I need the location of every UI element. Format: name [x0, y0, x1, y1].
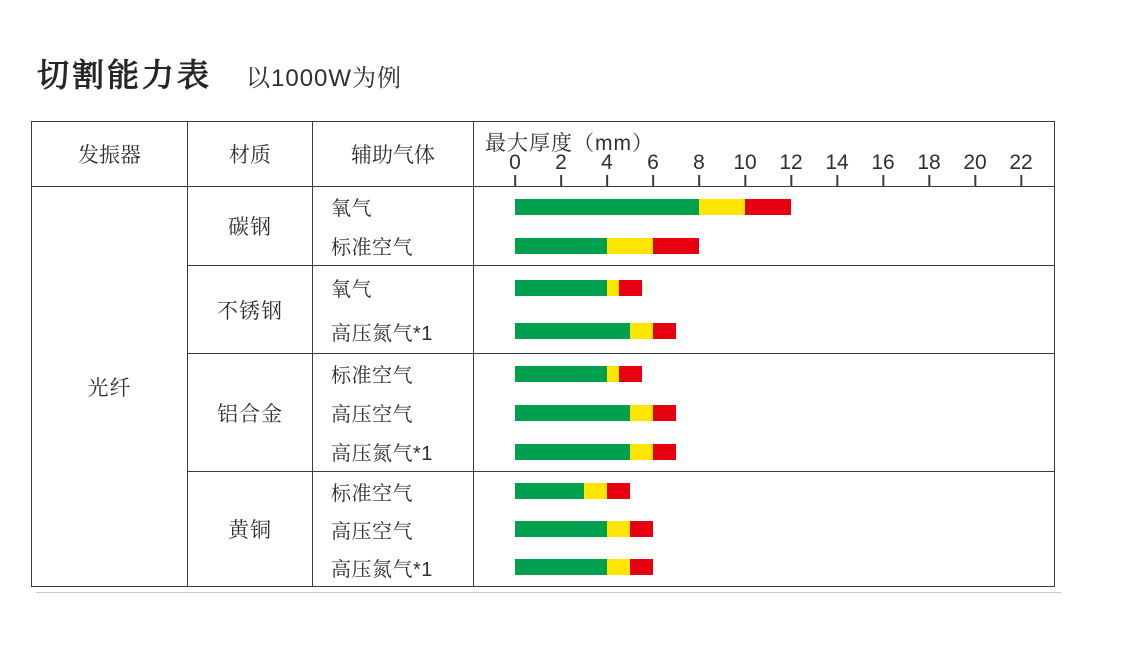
- table-row: [313, 266, 1054, 310]
- material-label: 不锈钢: [188, 266, 313, 353]
- material-group: [188, 187, 1054, 266]
- axis-tick: [733, 152, 756, 186]
- bar-segment-yellow: [630, 323, 653, 339]
- capacity-bar: [515, 559, 653, 575]
- bar-segment-green: [515, 366, 607, 382]
- gas-rows: [313, 187, 1054, 265]
- bar-track: [474, 354, 1054, 393]
- capacity-bar: [515, 280, 642, 296]
- bar-track: [474, 310, 1054, 354]
- bar-segment-yellow: [607, 521, 630, 537]
- bar-segment-yellow: [630, 405, 653, 421]
- axis-tick-mark: [652, 175, 654, 186]
- gas-label: 高压氮气*1: [313, 548, 474, 586]
- table-row: [313, 432, 1054, 471]
- bar-segment-red: [653, 405, 676, 421]
- bar-segment-red: [653, 444, 676, 460]
- axis-tick-mark: [744, 175, 746, 186]
- bar-segment-yellow: [630, 444, 653, 460]
- axis-tick-label: 22: [1009, 151, 1033, 174]
- bar-segment-red: [607, 483, 630, 499]
- header-gas: 辅助气体: [313, 122, 474, 186]
- page-title: 切割能力表: [37, 57, 213, 93]
- capacity-bar: [515, 199, 791, 215]
- bar-segment-yellow: [607, 366, 619, 382]
- bar-segment-red: [745, 199, 791, 215]
- axis-tick-mark: [1020, 175, 1022, 186]
- gas-label: 氧气: [313, 187, 474, 226]
- axis-tick: [871, 152, 894, 186]
- axis-tick-label: 16: [871, 151, 895, 174]
- axis-tick: [825, 152, 848, 186]
- bar-segment-green: [515, 444, 630, 460]
- axis-tick: [963, 152, 986, 186]
- axis-tick: [779, 152, 802, 186]
- material-group: [188, 472, 1054, 586]
- bar-track: [474, 393, 1054, 432]
- bar-segment-red: [619, 366, 642, 382]
- bar-segment-green: [515, 238, 607, 254]
- bar-segment-green: [515, 521, 607, 537]
- oscillator-value: 光纤: [32, 187, 188, 586]
- bar-track: [474, 266, 1054, 310]
- header-material: 材质: [188, 122, 313, 186]
- axis-tick: [509, 152, 521, 186]
- table-row: [313, 393, 1054, 432]
- gas-label: 标准空气: [313, 472, 474, 510]
- gas-rows: [313, 266, 1054, 353]
- axis-tick-label: 18: [917, 151, 941, 174]
- table-row: [313, 510, 1054, 548]
- table-header-row: [32, 122, 1054, 187]
- gas-label: 高压空气: [313, 393, 474, 432]
- axis-tick-label: 14: [825, 151, 849, 174]
- bar-track: [474, 226, 1054, 265]
- gas-label: 高压氮气*1: [313, 310, 474, 354]
- bar-segment-yellow: [607, 238, 653, 254]
- bar-track: [474, 510, 1054, 548]
- gas-label: 高压氮气*1: [313, 432, 474, 471]
- axis-tick-label: 20: [963, 151, 987, 174]
- axis-tick-label: 12: [779, 151, 803, 174]
- page-subtitle: 以1000W为例: [246, 65, 403, 92]
- axis-tick: [693, 152, 705, 186]
- table-row: [313, 548, 1054, 586]
- axis-tick-label: 8: [693, 151, 705, 174]
- bar-segment-yellow: [699, 199, 745, 215]
- table-row: [313, 310, 1054, 354]
- axis-tick-mark: [698, 175, 700, 186]
- bar-segment-red: [630, 559, 653, 575]
- bar-segment-red: [653, 238, 699, 254]
- material-label: 铝合金: [188, 354, 313, 471]
- table-body: [32, 187, 1054, 586]
- gas-label: 标准空气: [313, 226, 474, 265]
- axis-tick-label: 6: [647, 151, 659, 174]
- material-group: [188, 266, 1054, 354]
- table-row: [313, 226, 1054, 265]
- bar-segment-yellow: [607, 280, 619, 296]
- axis-tick: [555, 152, 567, 186]
- bar-segment-green: [515, 483, 584, 499]
- axis-tick: [1009, 152, 1032, 186]
- bar-segment-red: [619, 280, 642, 296]
- bar-track: [474, 472, 1054, 510]
- axis-tick-label: 10: [733, 151, 757, 174]
- axis-tick: [917, 152, 940, 186]
- bar-segment-yellow: [584, 483, 607, 499]
- bar-segment-green: [515, 323, 630, 339]
- chart-axis-header: [474, 122, 1054, 186]
- axis-tick: [647, 152, 659, 186]
- page-header: [37, 50, 402, 96]
- bar-track: [474, 187, 1054, 226]
- capacity-bar: [515, 366, 642, 382]
- bar-track: [474, 432, 1054, 471]
- gas-label: 标准空气: [313, 354, 474, 393]
- cutting-capability-table: [31, 121, 1055, 587]
- material-group: [188, 354, 1054, 472]
- bar-segment-yellow: [607, 559, 630, 575]
- gas-label: 氧气: [313, 266, 474, 310]
- table-row: [313, 187, 1054, 226]
- axis-tick-mark: [836, 175, 838, 186]
- material-label: 碳钢: [188, 187, 313, 265]
- bar-segment-green: [515, 405, 630, 421]
- gas-rows: [313, 472, 1054, 586]
- header-oscillator: 发振器: [32, 122, 188, 186]
- bar-segment-red: [653, 323, 676, 339]
- bar-segment-red: [630, 521, 653, 537]
- axis-tick-mark: [514, 175, 516, 186]
- gas-label: 高压空气: [313, 510, 474, 548]
- capacity-bar: [515, 521, 653, 537]
- axis-tick-mark: [928, 175, 930, 186]
- axis-tick-mark: [882, 175, 884, 186]
- gas-rows: [313, 354, 1054, 471]
- capacity-bar: [515, 323, 676, 339]
- table-row: [313, 354, 1054, 393]
- axis-tick-label: 0: [509, 151, 521, 174]
- axis-tick-mark: [560, 175, 562, 186]
- axis-tick-mark: [974, 175, 976, 186]
- axis-tick-mark: [790, 175, 792, 186]
- table-row: [313, 472, 1054, 510]
- bar-track: [474, 548, 1054, 586]
- capacity-bar: [515, 405, 676, 421]
- axis-tick: [601, 152, 613, 186]
- bar-segment-green: [515, 280, 607, 296]
- bar-segment-green: [515, 559, 607, 575]
- bar-segment-green: [515, 199, 699, 215]
- axis-tick-label: 4: [601, 151, 613, 174]
- material-groups: [188, 187, 1054, 586]
- axis-title: 最大厚度（mm）: [485, 132, 654, 155]
- capacity-bar: [515, 444, 676, 460]
- axis-tick-mark: [606, 175, 608, 186]
- axis-tick-label: 2: [555, 151, 567, 174]
- material-label: 黄铜: [188, 472, 313, 586]
- capacity-bar: [515, 483, 630, 499]
- capacity-bar: [515, 238, 699, 254]
